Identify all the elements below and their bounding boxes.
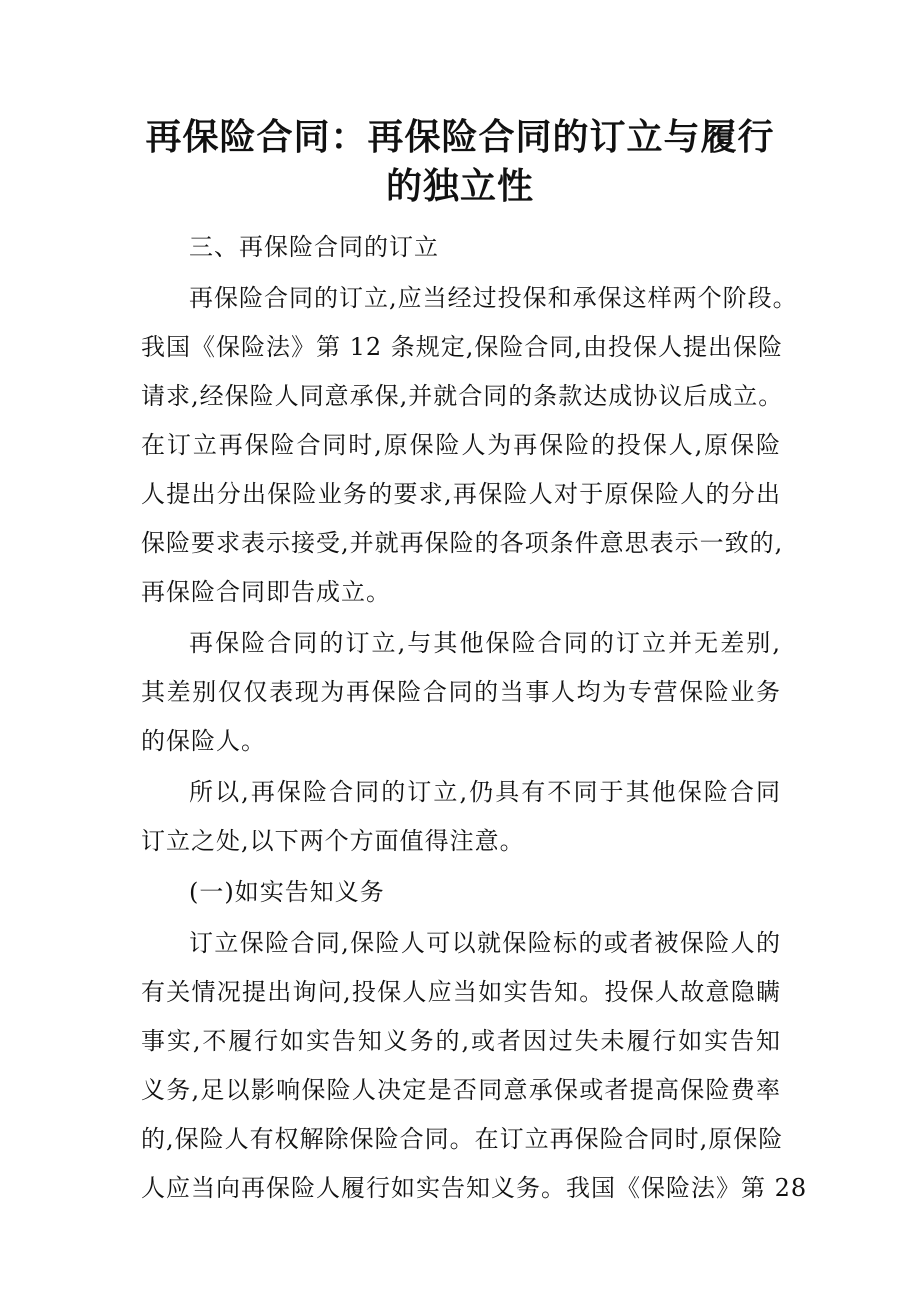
document-title-line-2: 的独立性: [385, 165, 534, 207]
paragraph-line: 请求,经保险人同意承保,并就合同的条款达成协议后成立。: [141, 382, 784, 410]
paragraph-line: 其差别仅仅表现为再保险合同的当事人均为专营保险业务: [141, 678, 781, 706]
paragraph-line: 所以,再保险合同的订立,仍具有不同于其他保险合同: [189, 778, 781, 806]
paragraph-line: 义务,足以影响保险人决定是否同意承保或者提高保险费率: [141, 1076, 781, 1104]
paragraph-line: 订立保险合同,保险人可以就保险标的或者被保险人的: [189, 929, 781, 957]
paragraph-line: 再保险合同的订立,应当经过投保和承保这样两个阶段。: [189, 284, 798, 312]
paragraph-line: 在订立再保险合同时,原保险人为再保险的投保人,原保险: [141, 431, 781, 459]
paragraph-line: 订立之处,以下两个方面值得注意。: [141, 827, 525, 855]
paragraph-line: 人应当向再保险人履行如实告知义务。我国《保险法》第 28: [141, 1174, 808, 1202]
paragraph-line: 再保险合同的订立,与其他保险合同的订立并无差别,: [189, 629, 781, 657]
section-heading: 三、再保险合同的订立: [189, 233, 439, 261]
document-title-line-1: 再保险合同：再保险合同的订立与履行: [145, 116, 775, 158]
paragraph-line: 的保险人。: [141, 727, 266, 755]
paragraph-line: 的,保险人有权解除保险合同。在订立再保险合同时,原保险: [141, 1125, 784, 1153]
paragraph-line: 有关情况提出询问,投保人应当如实告知。投保人故意隐瞒: [141, 978, 781, 1006]
paragraph-line: 人提出分出保险业务的要求,再保险人对于原保险人的分出: [141, 480, 781, 508]
paragraph-line: 保险要求表示接受,并就再保险的各项条件意思表示一致的,: [141, 529, 784, 557]
paragraph-line: 我国《保险法》第 12 条规定,保险合同,由投保人提出保险: [141, 333, 784, 361]
paragraph-line: 再保险合同即告成立。: [141, 578, 391, 606]
subsection-heading: (一)如实告知义务: [189, 878, 385, 906]
paragraph-line: 事实,不履行如实告知义务的,或者因过失未履行如实告知: [141, 1027, 781, 1055]
